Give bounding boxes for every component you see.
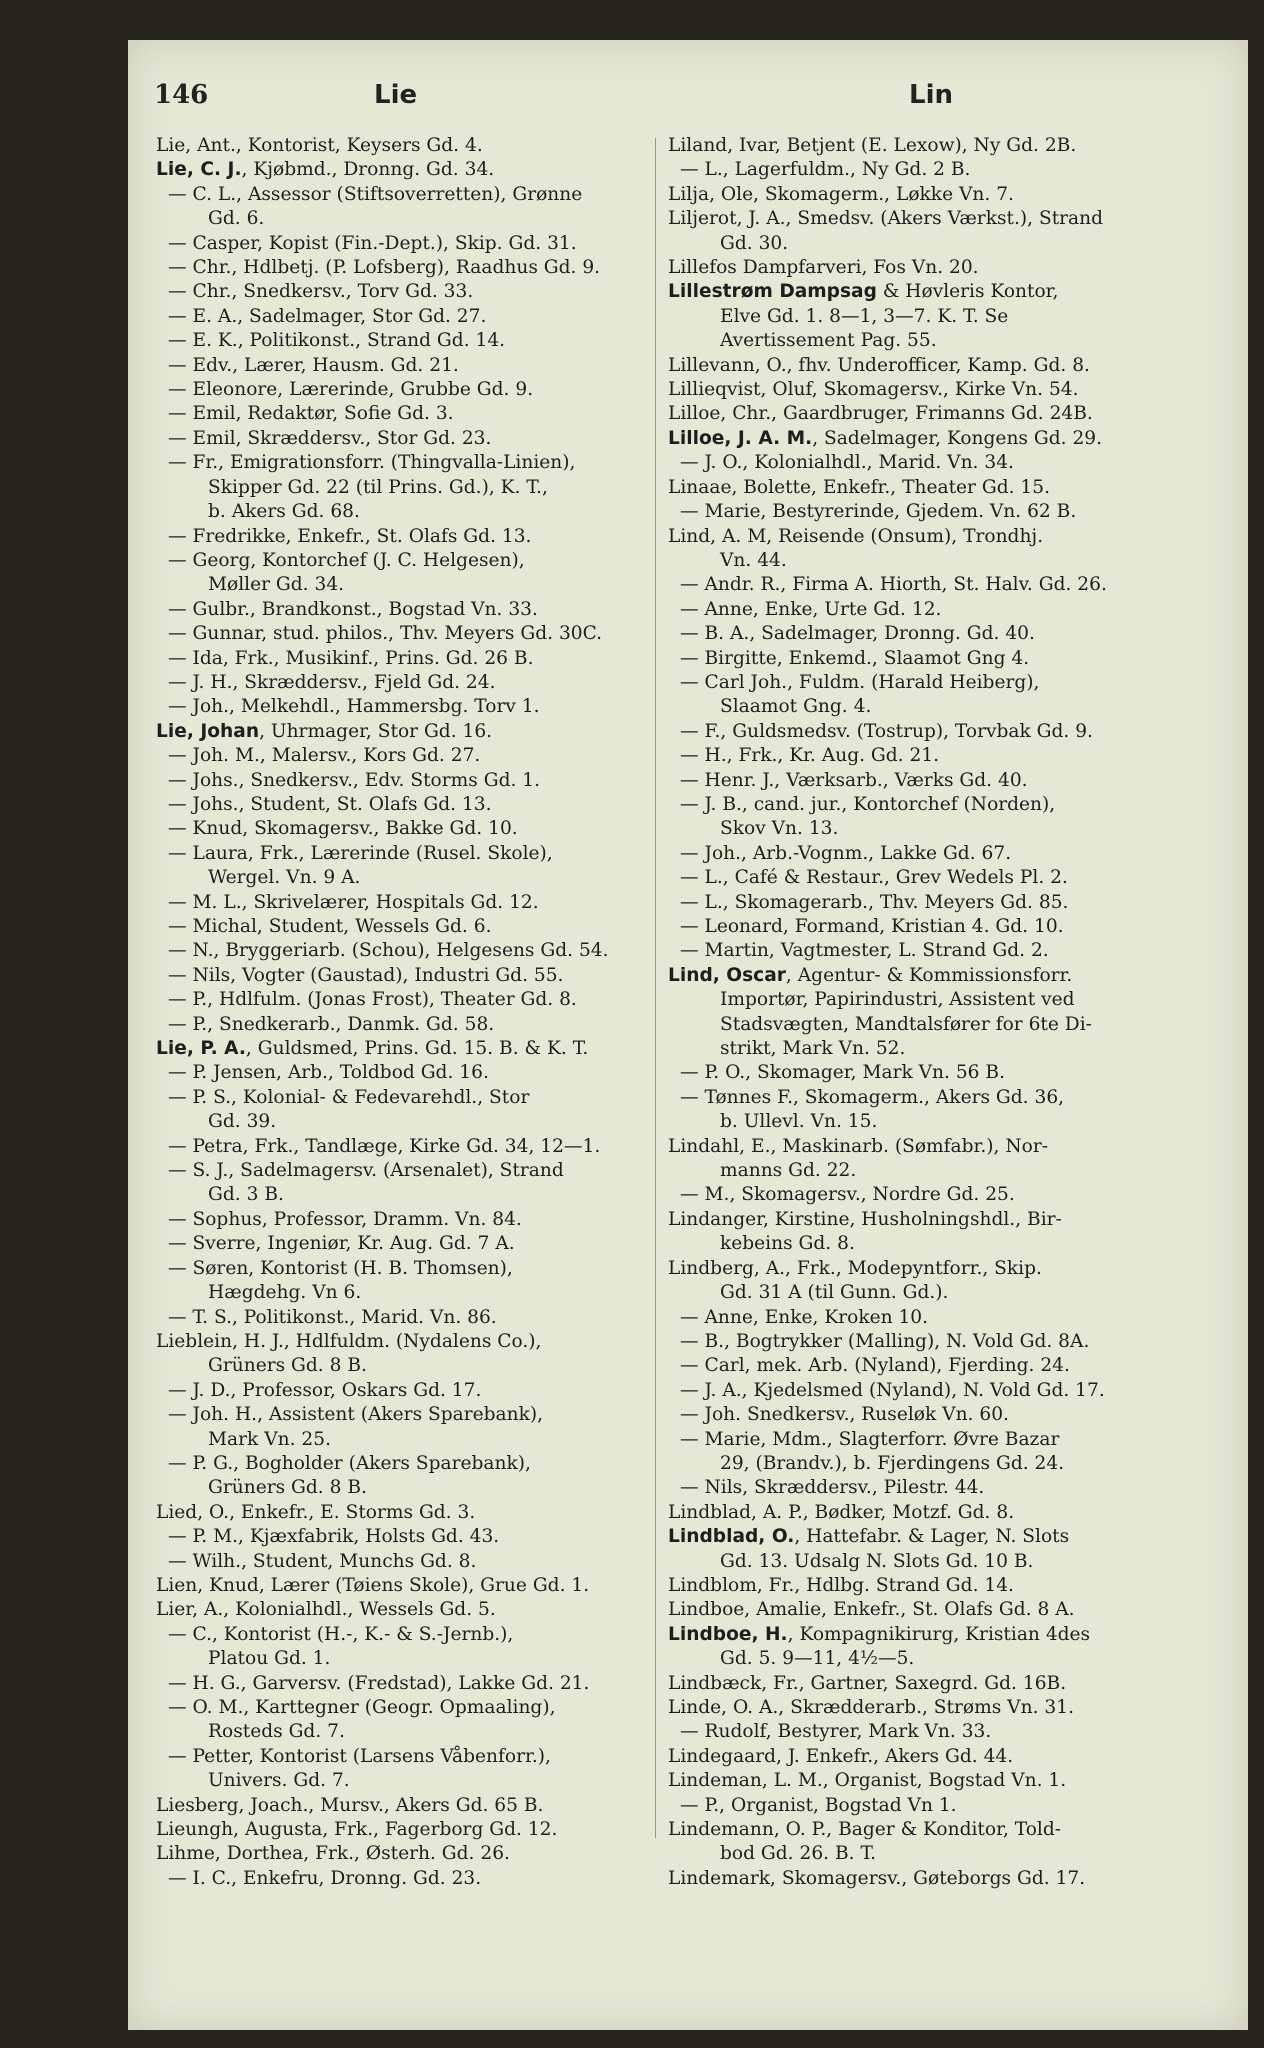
- directory-entry: — Marie, Bestyrerinde, Gjedem. Vn. 62 B.: [680, 501, 1077, 523]
- directory-entry: — Henr. J., Værksarb., Værks Gd. 40.: [680, 769, 1028, 791]
- directory-entry: Lindboe, H., Kompagnikirurg, Kristian 4des: [668, 1623, 1091, 1645]
- directory-entry: — Anne, Enke, Kroken 10.: [680, 1306, 929, 1328]
- directory-entry: — L., Skomagerarb., Thv. Meyers Gd. 85.: [680, 891, 1069, 913]
- directory-entry-continuation: Gd. 31 A (til Gunn. Gd.).: [720, 1282, 949, 1304]
- directory-entry: — E. K., Politikonst., Strand Gd. 14.: [168, 330, 506, 352]
- directory-entry: — Emil, Skræddersv., Stor Gd. 23.: [168, 427, 492, 449]
- directory-entry: — S. J., Sadelmagersv. (Arsenalet), Strand: [168, 1160, 564, 1182]
- directory-entry: — Joh. H., Assistent (Akers Sparebank),: [168, 1404, 544, 1426]
- directory-entry: — B. A., Sadelmager, Dronng. Gd. 40.: [680, 623, 1035, 645]
- running-head-left: Lie: [374, 80, 418, 110]
- directory-entry: Lind, Oscar, Agentur- & Kommissionsforr.: [668, 964, 1073, 986]
- directory-entry: Lindegaard, J. Enkefr., Akers Gd. 44.: [668, 1745, 1014, 1767]
- directory-entry: Lie, Johan, Uhrmager, Stor Gd. 16.: [156, 720, 493, 742]
- directory-entry: — H. G., Garversv. (Fredstad), Lakke Gd. 21.: [168, 1672, 590, 1694]
- directory-entry: — Nils, Skræddersv., Pilestr. 44.: [680, 1477, 985, 1499]
- column-divider: [655, 138, 656, 1838]
- page-number: 146: [154, 80, 209, 110]
- directory-entry: Lind, A. M, Reisende (Onsum), Trondhj.: [668, 525, 1044, 547]
- directory-entry: — Laura, Frk., Lærerinde (Rusel. Skole),: [168, 842, 553, 864]
- directory-entry: Lie, P. A., Guldsmed, Prins. Gd. 15. B. & K. T.: [156, 1038, 589, 1060]
- directory-entry: — O. M., Karttegner (Geogr. Opmaaling),: [168, 1697, 556, 1718]
- directory-entry: — Petra, Frk., Tandlæge, Kirke Gd. 34, 12—1.: [168, 1135, 601, 1157]
- directory-entry: — M. L., Skrivelærer, Hospitals Gd. 12.: [168, 891, 539, 913]
- directory-entry: Lillestrøm Dampsag & Høvleris Kontor,: [668, 281, 1059, 303]
- directory-entry-continuation: Gd. 5. 9—11, 4½—5.: [720, 1648, 915, 1670]
- directory-entry: Lilloe, Chr., Gaardbruger, Frimanns Gd. 24B.: [668, 403, 1093, 425]
- directory-entry: Lindanger, Kirstine, Husholningshdl., Bir-: [668, 1208, 1062, 1230]
- bold-name: Lie, Johan: [156, 720, 260, 742]
- directory-entry: — J. H., Skræddersv., Fjeld Gd. 24.: [168, 671, 496, 693]
- directory-entry: — Rudolf, Bestyrer, Mark Vn. 33.: [680, 1721, 992, 1743]
- directory-entry: Lie, C. J., Kjøbmd., Dronng. Gd. 34.: [156, 159, 495, 181]
- directory-entry: Lillefos Dampfarveri, Fos Vn. 20.: [668, 257, 979, 279]
- directory-entry: Lilloe, J. A. M., Sadelmager, Kongens Gd. 29.: [668, 427, 1103, 449]
- directory-entry-continuation: Gd. 30.: [720, 232, 789, 254]
- directory-entry: — Michal, Student, Wessels Gd. 6.: [168, 916, 492, 937]
- directory-entry: Lied, O., Enkefr., E. Storms Gd. 3.: [156, 1501, 476, 1523]
- directory-entry: Lindblom, Fr., Hdlbg. Strand Gd. 14.: [668, 1574, 1014, 1596]
- directory-entry: Lindemark, Skomagersv., Gøteborgs Gd. 17.: [668, 1867, 1086, 1889]
- directory-entry-continuation: Grüners Gd. 8 B.: [208, 1355, 367, 1377]
- directory-entry: — Emil, Redaktør, Sofie Gd. 3.: [168, 403, 454, 425]
- bold-name: Lie, P. A.: [156, 1038, 246, 1060]
- directory-entry: Lindemann, O. P., Bager & Konditor, Told-: [668, 1819, 1062, 1841]
- right-column: [668, 134, 1173, 1891]
- directory-entry: Lier, A., Kolonialhdl., Wessels Gd. 5.: [156, 1599, 496, 1621]
- directory-entry: — Carl Joh., Fuldm. (Harald Heiberg),: [680, 671, 1040, 693]
- directory-entry: — Edv., Lærer, Hausm. Gd. 21.: [168, 354, 459, 376]
- bold-name: Lind, Oscar: [668, 964, 786, 986]
- directory-entry-continuation: b. Ullevl. Vn. 15.: [720, 1111, 878, 1133]
- directory-entry: — Sophus, Professor, Dramm. Vn. 84.: [168, 1208, 522, 1230]
- directory-entry: — Andr. R., Firma A. Hiorth, St. Halv. Gd. 26.: [680, 574, 1107, 596]
- directory-entry: — Sverre, Ingeniør, Kr. Aug. Gd. 7 A.: [168, 1233, 515, 1255]
- directory-entry-continuation: b. Akers Gd. 68.: [208, 501, 360, 523]
- directory-entry: — P., Organist, Bogstad Vn 1.: [680, 1794, 957, 1816]
- directory-entry-continuation: Hægdehg. Vn 6.: [208, 1282, 362, 1304]
- directory-entry-continuation: Grüners Gd. 8 B.: [208, 1477, 367, 1499]
- directory-entry: — T. S., Politikonst., Marid. Vn. 86.: [168, 1306, 497, 1328]
- directory-entry: — Birgitte, Enkemd., Slaamot Gng 4.: [680, 647, 1030, 669]
- directory-entry: — I. C., Enkefru, Dronng. Gd. 23.: [168, 1867, 482, 1889]
- left-column: [156, 134, 646, 1891]
- directory-entry: — Ida, Frk., Musikinf., Prins. Gd. 26 B.: [168, 647, 534, 669]
- directory-entry: — Fr., Emigrationsforr. (Thingvalla-Linien),: [168, 452, 576, 474]
- directory-entry: — Joh. M., Malersv., Kors Gd. 27.: [168, 745, 481, 767]
- directory-entry-continuation: 29, (Brandv.), b. Fjerdingens Gd. 24.: [720, 1452, 1065, 1474]
- bold-name: Lindboe, H.: [668, 1623, 788, 1645]
- directory-entry: — Casper, Kopist (Fin.-Dept.), Skip. Gd. 31.: [168, 232, 577, 254]
- directory-entry: — Leonard, Formand, Kristian 4. Gd. 10.: [680, 916, 1064, 937]
- directory-entry: Lillevann, O., fhv. Underofficer, Kamp. Gd. 8.: [668, 354, 1090, 376]
- directory-entry: — Joh. Snedkersv., Ruseløk Vn. 60.: [680, 1404, 1009, 1426]
- directory-entry: — P. O., Skomager, Mark Vn. 56 B.: [680, 1062, 1005, 1084]
- bold-name: Lillestrøm Dampsag: [668, 281, 877, 303]
- directory-entry: — Carl, mek. Arb. (Nyland), Fjerding. 24.: [680, 1355, 1070, 1377]
- directory-entry: Linaae, Bolette, Enkefr., Theater Gd. 15.: [668, 476, 1051, 498]
- directory-entry: — J. O., Kolonialhdl., Marid. Vn. 34.: [680, 452, 1014, 474]
- directory-entry-continuation: Mark Vn. 25.: [208, 1428, 331, 1450]
- directory-entry: — C., Kontorist (H.-, K.- & S.-Jernb.),: [168, 1623, 514, 1645]
- directory-entry: Linde, O. A., Skrædderarb., Strøms Vn. 31.: [668, 1697, 1074, 1718]
- directory-entry: Lihme, Dorthea, Frk., Østerh. Gd. 26.: [156, 1843, 510, 1865]
- directory-entry: — Gulbr., Brandkonst., Bogstad Vn. 33.: [168, 598, 538, 620]
- directory-entry: Lilja, Ole, Skomagerm., Løkke Vn. 7.: [668, 183, 1014, 205]
- directory-entry: Lindblad, A. P., Bødker, Motzf. Gd. 8.: [668, 1501, 1015, 1523]
- directory-entry-continuation: Stadsvægten, Mandtalsfører for 6te Di-: [720, 1013, 1092, 1035]
- directory-entry-continuation: bod Gd. 26. B. T.: [720, 1843, 877, 1865]
- directory-entry: — Marie, Mdm., Slagterforr. Øvre Bazar: [680, 1428, 1060, 1450]
- directory-entry: — P., Snedkerarb., Danmk. Gd. 58.: [168, 1013, 495, 1035]
- directory-entry-continuation: Gd. 39.: [208, 1111, 277, 1133]
- directory-entry: — M., Skomagersv., Nordre Gd. 25.: [680, 1184, 1015, 1206]
- directory-entry-continuation: strikt, Mark Vn. 52.: [720, 1038, 906, 1060]
- directory-entry-continuation: Vn. 44.: [720, 549, 787, 571]
- directory-entry: — Søren, Kontorist (H. B. Thomsen),: [168, 1257, 513, 1279]
- directory-entry-continuation: Skov Vn. 13.: [720, 818, 839, 840]
- directory-entry-continuation: Univers. Gd. 7.: [208, 1770, 350, 1792]
- directory-entry: — Chr., Snedkersv., Torv Gd. 33.: [168, 281, 474, 303]
- directory-entry: Lindbæck, Fr., Gartner, Saxegrd. Gd. 16B.: [668, 1672, 1067, 1694]
- directory-entry: — Gunnar, stud. philos., Thv. Meyers Gd. 30C.: [168, 623, 603, 645]
- directory-entry: Lie, Ant., Kontorist, Keysers Gd. 4.: [156, 135, 483, 156]
- directory-entry: — J. B., cand. jur., Kontorchef (Norden),: [680, 793, 1056, 815]
- page-header: [154, 80, 1208, 120]
- directory-entry-continuation: Wergel. Vn. 9 A.: [208, 867, 361, 889]
- directory-entry: — Johs., Student, St. Olafs Gd. 13.: [168, 793, 492, 815]
- directory-entry-continuation: Platou Gd. 1.: [208, 1648, 331, 1670]
- directory-entry-continuation: Importør, Papirindustri, Assistent ved: [720, 989, 1075, 1011]
- directory-entry: — C. L., Assessor (Stiftsoverretten), Grønne: [168, 183, 583, 205]
- directory-entry-continuation: manns Gd. 22.: [720, 1160, 857, 1182]
- directory-entry: — Wilh., Student, Munchs Gd. 8.: [168, 1550, 477, 1572]
- directory-entry: Lindberg, A., Frk., Modepyntforr., Skip.: [668, 1257, 1042, 1279]
- directory-entry: — P. G., Bogholder (Akers Sparebank),: [168, 1452, 531, 1474]
- directory-entry-continuation: Elve Gd. 1. 8—1, 3—7. K. T. Se: [720, 305, 1009, 327]
- directory-entry: — F., Guldsmedsv. (Tostrup), Torvbak Gd. 9.: [680, 720, 1093, 742]
- directory-entry: — Tønnes F., Skomagerm., Akers Gd. 36,: [680, 1086, 1065, 1108]
- directory-entry: — Eleonore, Lærerinde, Grubbe Gd. 9.: [168, 379, 534, 401]
- bold-name: Lie, C. J.: [156, 159, 242, 181]
- bold-name: Lilloe, J. A. M.: [668, 427, 813, 449]
- directory-entry-continuation: Rosteds Gd. 7.: [208, 1721, 345, 1743]
- directory-entry: — Anne, Enke, Urte Gd. 12.: [680, 598, 942, 620]
- directory-entry-continuation: Gd. 13. Udsalg N. Slots Gd. 10 B.: [720, 1550, 1034, 1572]
- directory-entry: Lillieqvist, Oluf, Skomagersv., Kirke Vn. 54.: [668, 379, 1079, 401]
- directory-entry: — P. S., Kolonial- & Fedevarehdl., Stor: [168, 1086, 530, 1108]
- directory-entry: — Nils, Vogter (Gaustad), Industri Gd. 55.: [168, 964, 564, 986]
- directory-entry: Liland, Ivar, Betjent (E. Lexow), Ny Gd. 2B.: [668, 135, 1077, 156]
- directory-entry: — Knud, Skomagersv., Bakke Gd. 10.: [168, 818, 518, 840]
- directory-entry-continuation: kebeins Gd. 8.: [720, 1233, 855, 1255]
- bold-name: Lindblad, O.: [668, 1526, 795, 1548]
- directory-entry: Lindboe, Amalie, Enkefr., St. Olafs Gd. 8 A.: [668, 1599, 1075, 1621]
- directory-entry: — Martin, Vagtmester, L. Strand Gd. 2.: [680, 940, 1049, 962]
- directory-entry: Liljerot, J. A., Smedsv. (Akers Værkst.), Strand: [668, 208, 1104, 230]
- directory-entry: — E. A., Sadelmager, Stor Gd. 27.: [168, 305, 487, 327]
- directory-entry: — Chr., Hdlbetj. (P. Lofsberg), Raadhus Gd. 9.: [168, 257, 601, 279]
- directory-entry: — P., Hdlfulm. (Jonas Frost), Theater Gd. 8.: [168, 989, 577, 1011]
- directory-entry: — B., Bogtrykker (Malling), N. Vold Gd. 8A.: [680, 1330, 1090, 1352]
- directory-entry: — Petter, Kontorist (Larsens Våbenforr.),: [168, 1745, 551, 1767]
- directory-entry-continuation: Slaamot Gng. 4.: [720, 696, 872, 718]
- running-head-right: Lin: [909, 80, 953, 110]
- directory-entry-continuation: Møller Gd. 34.: [208, 574, 345, 596]
- directory-entry: — P. M., Kjæxfabrik, Holsts Gd. 43.: [168, 1526, 500, 1548]
- directory-entry: — N., Bryggeriarb. (Schou), Helgesens Gd. 54.: [168, 940, 609, 962]
- directory-entry-continuation: Skipper Gd. 22 (til Prins. Gd.), K. T.,: [208, 476, 548, 498]
- directory-entry: — Joh., Melkehdl., Hammersbg. Torv 1.: [168, 696, 540, 718]
- directory-entry: Lieblein, H. J., Hdlfuldm. (Nydalens Co.),: [156, 1330, 542, 1352]
- directory-entry: Lien, Knud, Lærer (Tøiens Skole), Grue Gd. 1.: [156, 1574, 590, 1596]
- directory-entry: — Georg, Kontorchef (J. C. Helgesen),: [168, 549, 525, 571]
- directory-entry-continuation: Gd. 3 B.: [208, 1184, 284, 1206]
- directory-entry: — Johs., Snedkersv., Edv. Storms Gd. 1.: [168, 769, 541, 791]
- directory-entry: — L., Café & Restaur., Grev Wedels Pl. 2.: [680, 867, 1068, 889]
- directory-entry: Lindeman, L. M., Organist, Bogstad Vn. 1.: [668, 1770, 1067, 1792]
- directory-entry: — Fredrikke, Enkefr., St. Olafs Gd. 13.: [168, 525, 532, 547]
- directory-entry: — P. Jensen, Arb., Toldbod Gd. 16.: [168, 1062, 489, 1084]
- directory-entry: — Joh., Arb.-Vognm., Lakke Gd. 67.: [680, 842, 1012, 864]
- directory-entry: — J. D., Professor, Oskars Gd. 17.: [168, 1379, 482, 1401]
- directory-entry: Lindblad, O., Hattefabr. & Lager, N. Slots: [668, 1526, 1070, 1548]
- directory-entry: — L., Lagerfuldm., Ny Gd. 2 B.: [680, 159, 971, 181]
- directory-entry: — H., Frk., Kr. Aug. Gd. 21.: [680, 745, 940, 767]
- directory-entry-continuation: Avertissement Pag. 55.: [720, 330, 937, 352]
- directory-entry: — J. A., Kjedelsmed (Nyland), N. Vold Gd. 17.: [680, 1379, 1105, 1401]
- directory-entry: Lindahl, E., Maskinarb. (Sømfabr.), Nor-: [668, 1135, 1049, 1157]
- directory-entry: Liesberg, Joach., Mursv., Akers Gd. 65 B.: [156, 1794, 544, 1816]
- directory-entry: Lieungh, Augusta, Frk., Fagerborg Gd. 12.: [156, 1819, 558, 1841]
- directory-entry-continuation: Gd. 6.: [208, 208, 265, 230]
- directory-page: [128, 40, 1248, 2030]
